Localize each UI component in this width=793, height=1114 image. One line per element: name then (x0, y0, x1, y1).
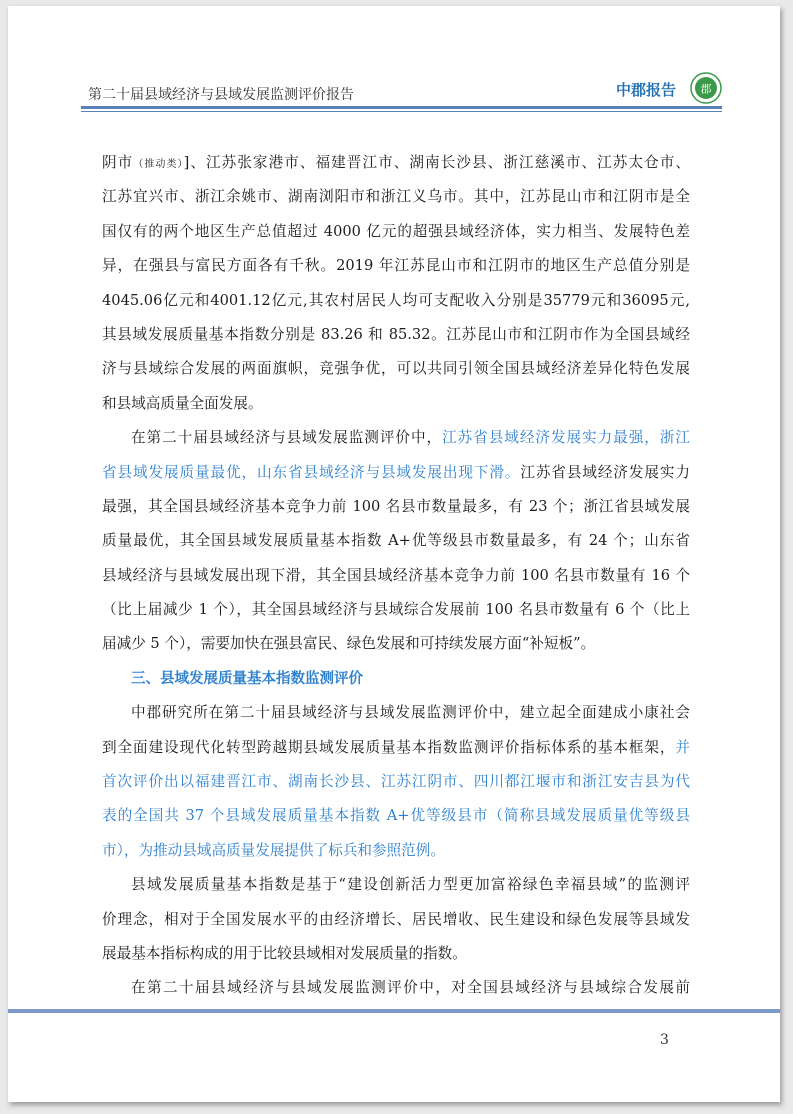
text-line: 在第二十届县域经济与县域发展监测评价中，对全国县域经济与县域综合发展前 (131, 979, 690, 997)
text-line: 济与县域综合发展的两面旗帜，竞强争优，可以共同引领全国县域经济差异化特色发展 (102, 360, 690, 378)
text-line: 县域经济与县域发展出现下滑，其全国县域经济基本竞争力前 100 名县市数量有 16 个 (102, 566, 690, 584)
text-line: 异，在强县与富民方面各有千秋。2019 年江苏昆山市和江阴市的地区生产总值分别是 (102, 257, 690, 275)
highlight-text: 省县域发展质量最优，山东省县域经济与县域发展出现下滑。 (102, 463, 521, 481)
text-line: 最强，其全国县域经济基本竞争力前 100 名县市数量最多，有 23 个；浙江省县域发展 (102, 497, 690, 515)
highlight-text: 江苏省县域经济发展实力最强，浙江 (442, 429, 690, 447)
text-line: 4045.06亿元和4001.12亿元,其农村居民人均可支配收入分别是35779元和36095元, (102, 291, 690, 309)
text-line: 到全面建设现代化转型跨越期县域发展质量基本指数监测评价指标体系的基本框架，并 (102, 738, 690, 756)
section-heading: 三、县域发展质量基本指数监测评价 (131, 670, 363, 687)
highlight-line: 表的全国共 37 个县域发展质量基本指数 A+优等级县市（简称县域发展质量优等级县 (102, 807, 690, 825)
page-header (8, 6, 780, 118)
text-line: 届减少 5 个），需要加快在强县富民、绿色发展和可持续发展方面“补短板”。 (102, 635, 596, 653)
highlight-line: 市），为推动县域高质量发展提供了标兵和参照范例。 (102, 841, 445, 859)
document-page (8, 6, 780, 1102)
text-line: 展最基本指标构成的用于比较县域相对发展质量的指数。 (102, 944, 467, 962)
text-line: 其县域发展质量基本指数分别是 83.26 和 85.32。江苏昆山市和江阴市作为全国县域经 (102, 325, 690, 343)
brand-name: 中郡报告 (616, 81, 677, 99)
text-line: 在第二十届县域经济与县域发展监测评价中，江苏省县域经济发展实力最强，浙江 (131, 429, 690, 447)
highlight-line: 首次评价出以福建晋江市、湖南长沙县、江苏江阴市、四川都江堰市和浙江安吉县为代 (102, 773, 690, 791)
footer-rule (8, 1009, 780, 1013)
text-line: 质量最优，其全国县域发展质量基本指数 A+优等级县市数量最多，有 24 个；山东省 (102, 532, 690, 550)
text-line: 国仅有的两个地区生产总值超过 4000 亿元的超强县域经济体，实力相当、发展特色差 (102, 222, 690, 240)
text-line: 县域发展质量基本指数是基于“建设创新活力型更加富裕绿色幸福县域”的监测评 (131, 876, 690, 894)
page-number: 3 (660, 1032, 669, 1048)
text-line: （比上届减少 1 个），其全国县域经济与县域综合发展前 100 名县市数量有 6 个（比上 (102, 601, 690, 619)
text-line: 价理念，相对于全国发展水平的由经济增长、居民增收、民生建设和绿色发展等县域发 (102, 910, 690, 928)
body-text (102, 146, 690, 1006)
text-line: 阴市（推动类）]、江苏张家港市、福建晋江市、湖南长沙县、浙江慈溪市、江苏太仓市、 (102, 154, 690, 171)
header-rule (81, 106, 722, 109)
header-rule-thin (81, 111, 722, 112)
text-line: 省县域发展质量最优，山东省县域经济与县域发展出现下滑。江苏省县域经济发展实力 (102, 463, 690, 481)
report-title: 第二十届县域经济与县域发展监测评价报告 (88, 87, 354, 103)
text-line: 中郡研究所在第二十届县域经济与县域发展监测评价中，建立起全面建成小康社会 (131, 704, 690, 722)
text-line: 和县域高质量全面发展。 (102, 394, 263, 412)
brand-logo-icon (690, 72, 722, 104)
text-line: 江苏宜兴市、浙江余姚市、湖南浏阳市和浙江义乌市。其中，江苏昆山市和江阴市是全 (102, 188, 690, 206)
highlight-text: 并 (675, 738, 690, 756)
logo-text: 郡 (700, 82, 712, 96)
